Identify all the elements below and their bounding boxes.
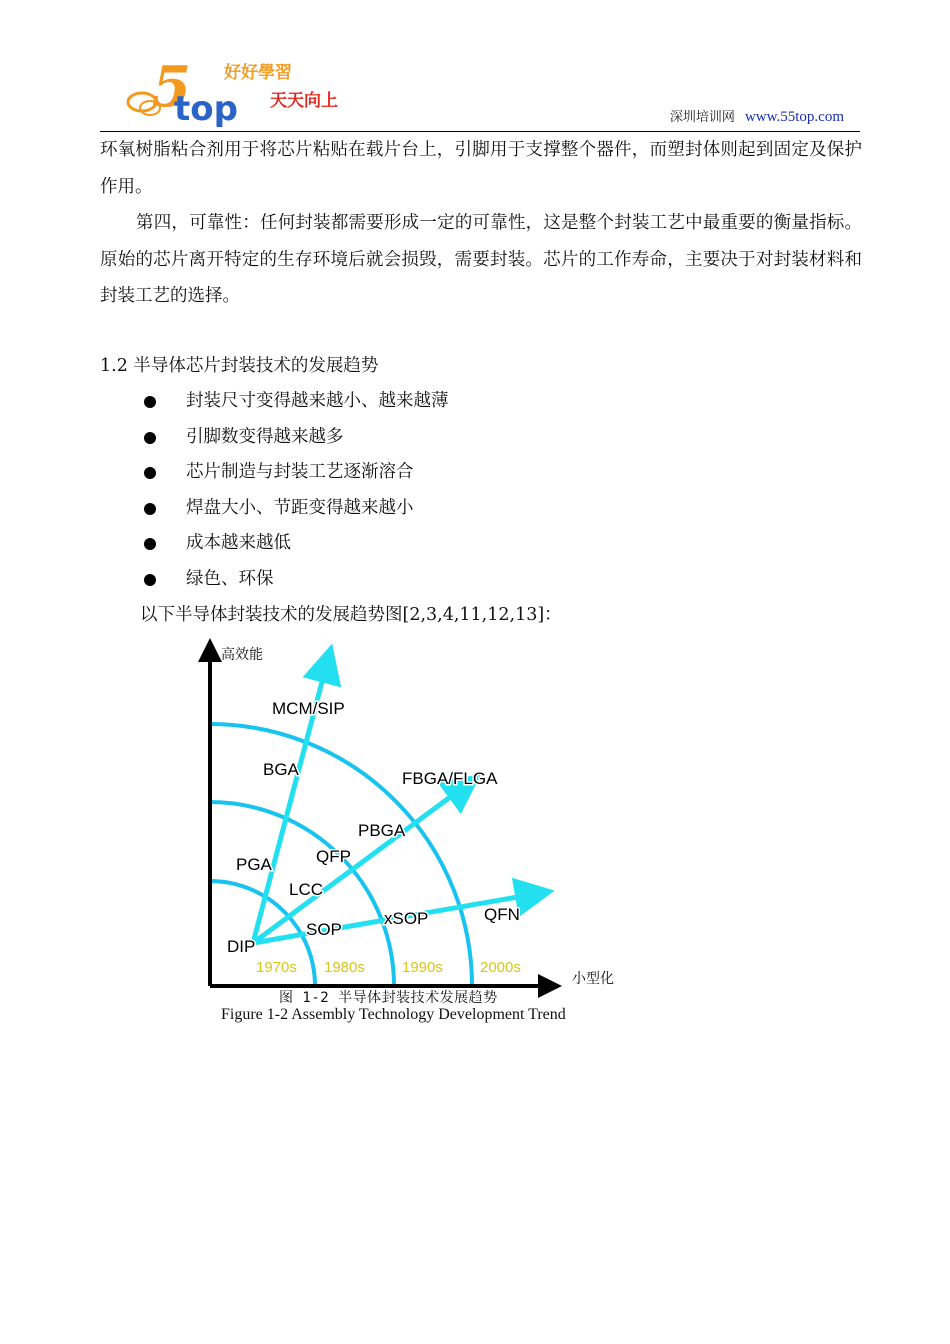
arrow-middle: [253, 786, 465, 943]
label-qfp: QFP: [316, 847, 351, 866]
section-title: 1.2 半导体芯片封装技术的发展趋势: [100, 356, 379, 376]
bullet-icon: [144, 467, 156, 479]
svg-text:好好學習: 好好學習: [224, 63, 292, 83]
bullet-icon: [144, 503, 156, 515]
page-header: [100, 50, 860, 132]
label-pga: PGA: [236, 855, 272, 874]
list-item: 成本越来越低: [140, 526, 449, 562]
label-sop: SOP: [306, 920, 342, 939]
figure-caption-cn: 图 1-2 半导体封装技术发展趋势: [279, 990, 498, 1006]
label-mcm-sip: MCM/SIP: [272, 699, 345, 718]
trend-list: [140, 384, 449, 597]
bullet-icon: [144, 574, 156, 586]
label-bga: BGA: [263, 760, 299, 779]
list-item: 引脚数变得越来越多: [140, 420, 449, 456]
site-name: 深圳培训网: [669, 110, 735, 125]
svg-text:天天向上: 天天向上: [270, 91, 338, 111]
paragraph-1: 环氧树脂粘合剂用于将芯片粘贴在载片台上，引脚用于支撑整个器件，而塑封体则起到固定及保护作用。: [100, 140, 862, 197]
list-item: 芯片制造与封装工艺逐渐溶合: [140, 455, 449, 491]
paragraph-2: 第四，可靠性：任何封装都需要形成一定的可靠性，这是整个封装工艺中最重要的衡量指标。原始的芯片离开特定的生存环境后就会损毁，需要封装。芯片的工作寿命，主要决于对封装材料和封装工艺的选择。: [100, 213, 862, 306]
trend-diagram: [190, 638, 640, 998]
y-axis-label: 高效能: [221, 647, 263, 663]
era-label-1980s: 1980s: [324, 959, 365, 976]
label-lcc: LCC: [289, 880, 324, 899]
label-pbga: PBGA: [358, 821, 406, 840]
svg-text:5: 5: [152, 56, 191, 120]
label-dip: DIP: [227, 937, 256, 956]
label-xsop: xSOP: [384, 909, 429, 928]
bullet-icon: [144, 432, 156, 444]
svg-text:top: top: [174, 89, 238, 128]
era-label-1990s: 1990s: [402, 959, 443, 976]
trend-diagram-svg: [190, 638, 640, 998]
label-qfn: QFN: [484, 905, 520, 924]
figure-intro: 以下半导体封装技术的发展趋势图[2,3,4,11,12,13]：: [140, 605, 562, 625]
label-fbga-flga: FBGA/FLGA: [402, 769, 498, 788]
era-label-2000s: 2000s: [480, 959, 521, 976]
bullet-icon: [144, 396, 156, 408]
era-label-1970s: 1970s: [256, 959, 297, 976]
list-item: 封装尺寸变得越来越小、越来越薄: [140, 384, 449, 420]
bullet-icon: [144, 538, 156, 550]
site-url[interactable]: www.55top.com: [744, 109, 844, 125]
list-item: 绿色、环保: [140, 562, 449, 598]
site-info: [670, 106, 844, 126]
x-axis-label: 小型化: [572, 971, 614, 987]
list-item: 焊盘大小、节距变得越来越小: [140, 491, 449, 527]
figure-caption-en: Figure 1-2 Assembly Technology Development Trend: [221, 1006, 566, 1023]
55top-logo: [112, 56, 342, 128]
